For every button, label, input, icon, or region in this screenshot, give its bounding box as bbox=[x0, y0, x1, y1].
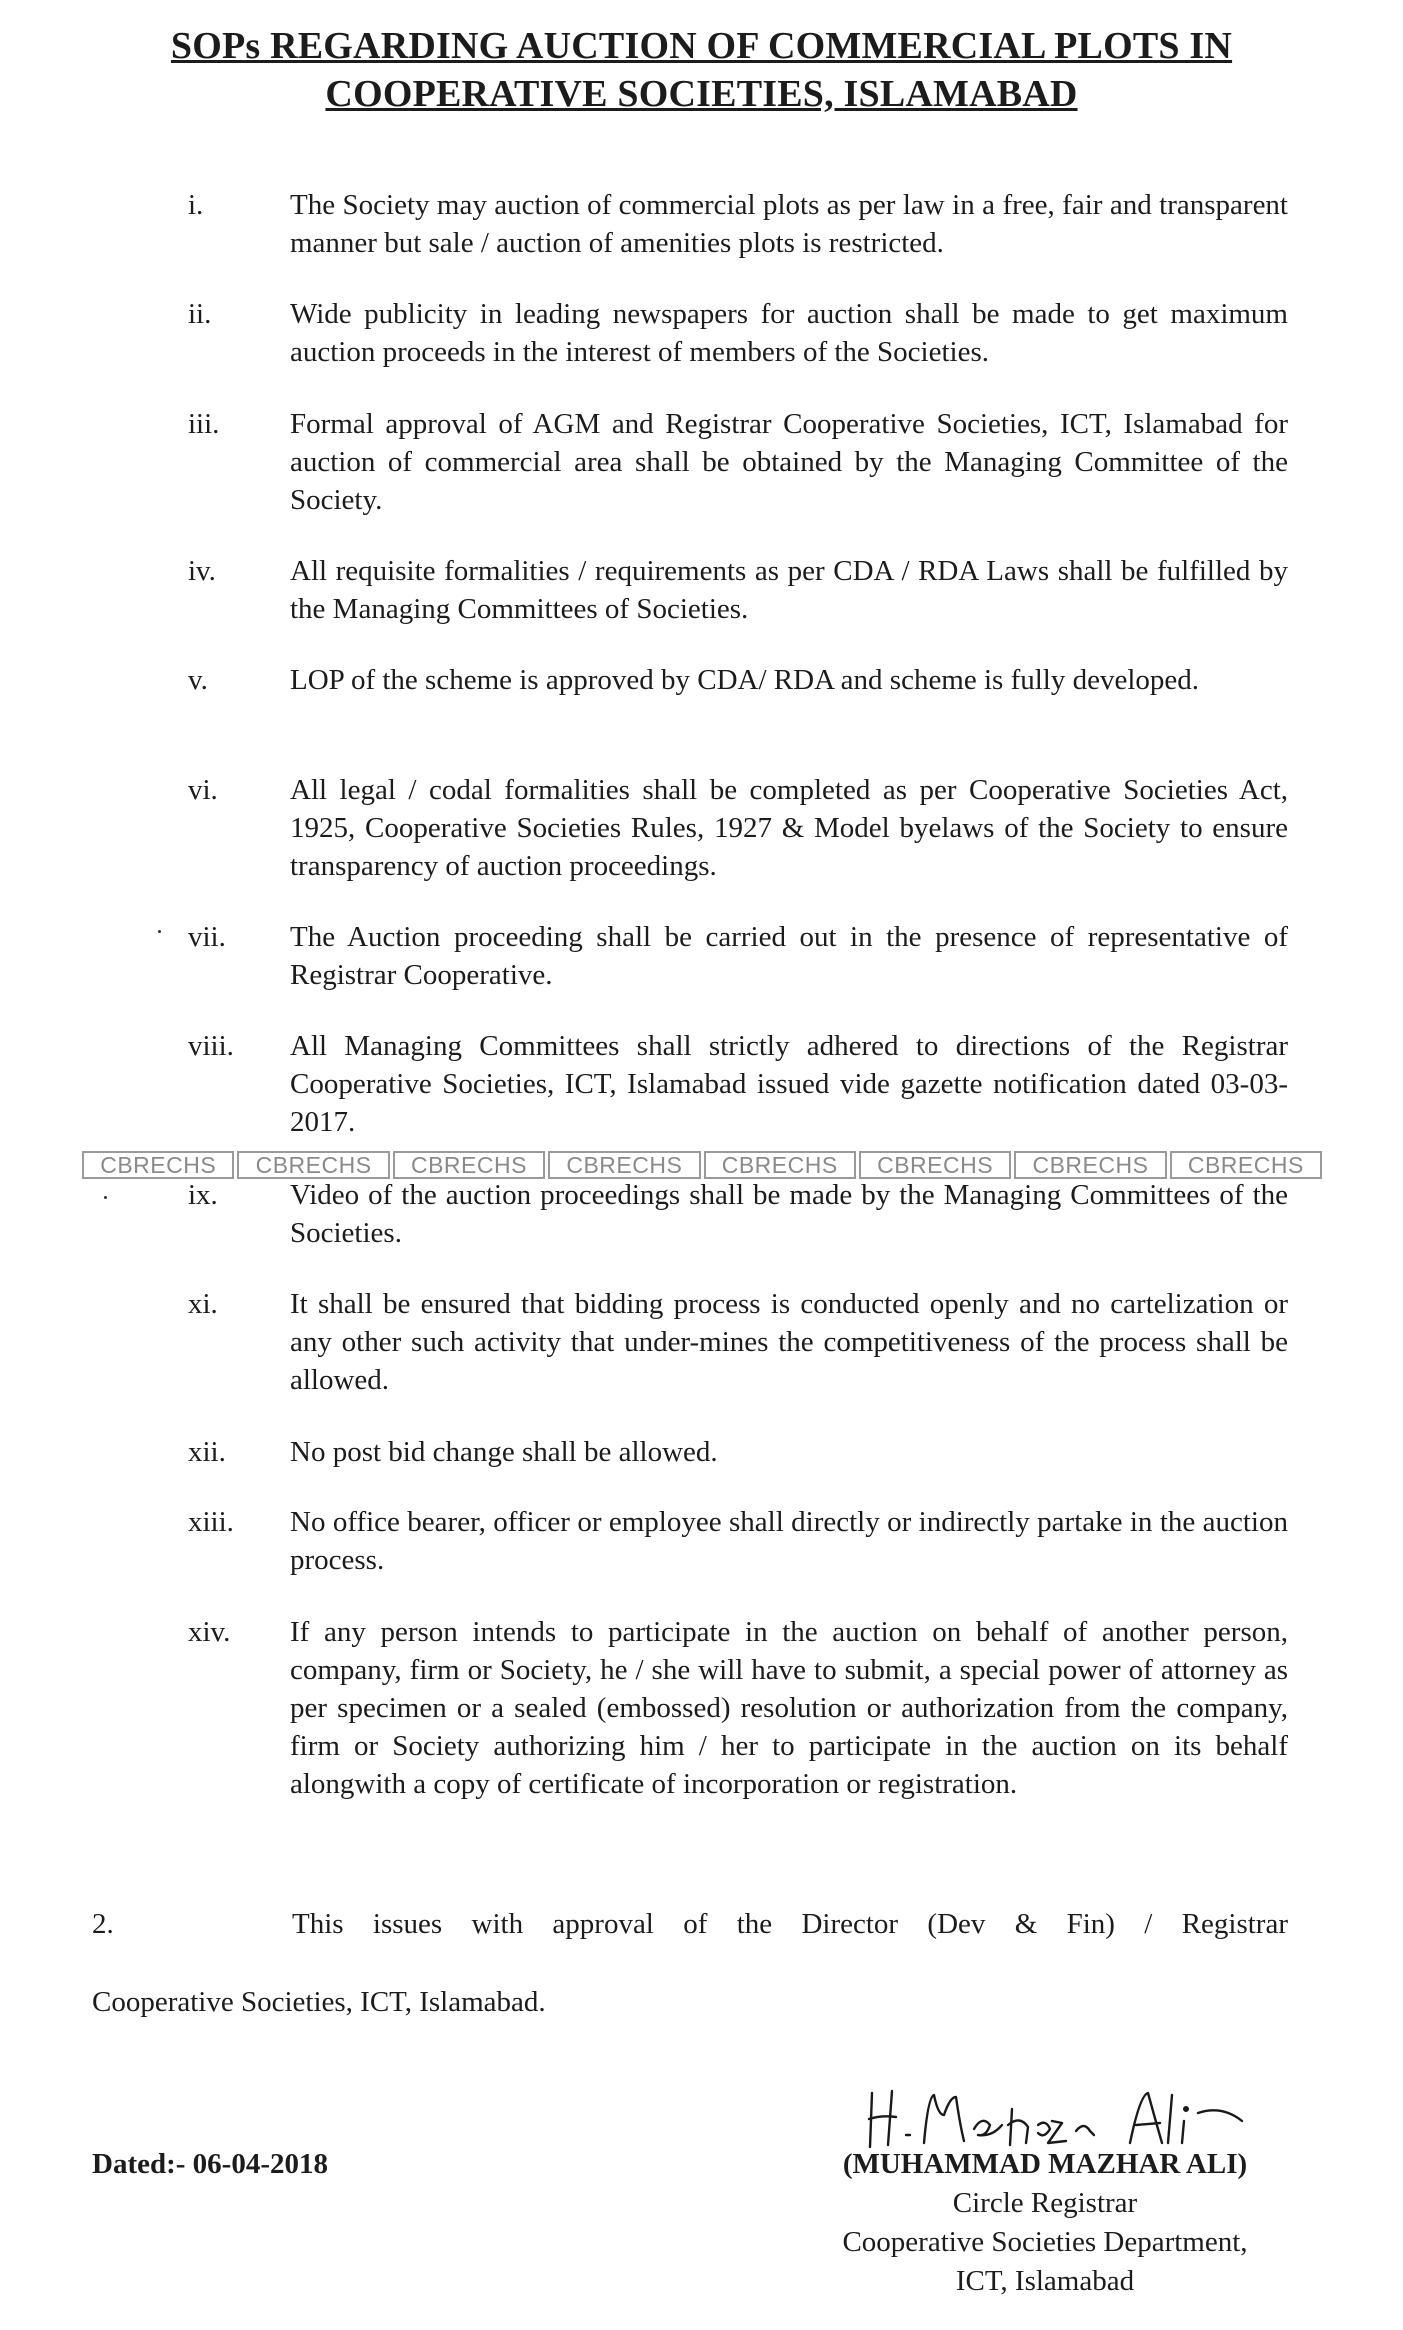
sop-item-number: ii. bbox=[188, 298, 212, 330]
sop-item-text: All legal / codal formalities shall be completed as per Cooperative Societies Act, 1925, Cooperative Societies Rules, 1927 & Model byelaws of the Society to ensure transparency of auction proceedings. bbox=[290, 774, 1288, 882]
sop-item-number: xi. bbox=[188, 1288, 218, 1320]
sop-item-number: xiii. bbox=[188, 1506, 234, 1538]
sop-item-text: Video of the auction proceedings shall be made by the Managing Committees of the Societies. bbox=[290, 1179, 1288, 1249]
document-date: Dated:- 06-04-2018 bbox=[92, 2148, 328, 2180]
sop-item-text: No office bearer, officer or employee shall directly or indirectly partake in the auction process. bbox=[290, 1506, 1288, 1576]
sop-item-text: If any person intends to participate in the auction on behalf of another person, company, firm or Society, he / she will have to submit, a special power of attorney as per specimen or a sealed (embossed) resolution or authorization from the company, firm or Society authorizing him / her to participate in the auction on its behalf alongwith a copy of certificate of incorporation or registration. bbox=[290, 1616, 1288, 1800]
watermark-label: CBRECHS bbox=[237, 1151, 389, 1179]
sop-item-text: The Auction proceeding shall be carried out in the presence of representative of Registrar Cooperative. bbox=[290, 921, 1288, 991]
sop-item-text: Wide publicity in leading newspapers for auction shall be made to get maximum auction proceeds in the interest of members of the Societies. bbox=[290, 298, 1288, 368]
watermark-label: CBRECHS bbox=[1170, 1151, 1322, 1179]
watermark-strip bbox=[82, 1151, 1322, 1179]
sop-item-number: viii. bbox=[188, 1030, 234, 1062]
watermark-label: CBRECHS bbox=[82, 1151, 234, 1179]
document-title-line-2: COOPERATIVE SOCIETIES, ISLAMABAD bbox=[325, 73, 1078, 115]
sop-item-number: vii. bbox=[188, 921, 226, 953]
paragraph-text-line-2: Cooperative Societies, ICT, Islamabad. bbox=[92, 1986, 546, 2018]
sop-item-text: LOP of the scheme is approved by CDA/ RDA and scheme is fully developed. bbox=[290, 664, 1200, 696]
paragraph-text-line-1: This issues with approval of the Director (Dev & Fin) / Registrar bbox=[292, 1908, 1288, 1940]
signatory-department: Cooperative Societies Department, bbox=[842, 2226, 1248, 2258]
watermark-label: CBRECHS bbox=[548, 1151, 700, 1179]
sop-item-number: iii. bbox=[188, 408, 220, 440]
sop-item-number: ix. bbox=[188, 1179, 218, 1211]
sop-item-number: xiv. bbox=[188, 1616, 231, 1648]
signatory-location: ICT, Islamabad bbox=[955, 2265, 1135, 2297]
watermark-label: CBRECHS bbox=[859, 1151, 1011, 1179]
sop-item-text: All requisite formalities / requirements as per CDA / RDA Laws shall be fulfilled by the Managing Committees of Societies. bbox=[290, 555, 1288, 625]
scan-speck bbox=[104, 1196, 107, 1199]
sop-item-number: vi. bbox=[188, 774, 218, 806]
sop-item-text: It shall be ensured that bidding process is conducted openly and no cartelization or any other such activity that under-mines the competitiveness of the process shall be allowed. bbox=[290, 1288, 1288, 1396]
sop-item-text: All Managing Committees shall strictly adhered to directions of the Registrar Cooperative Societies, ICT, Islamabad issued vide gazette notification dated 03-03-2017. bbox=[290, 1030, 1288, 1138]
sop-item-text: No post bid change shall be allowed. bbox=[290, 1436, 718, 1468]
sop-item-number: i. bbox=[188, 189, 204, 221]
signatory-name: (MUHAMMAD MAZHAR ALI) bbox=[842, 2148, 1248, 2180]
sop-item-number: v. bbox=[188, 664, 208, 696]
scan-speck bbox=[158, 930, 161, 933]
sop-item-number: iv. bbox=[188, 555, 216, 587]
sop-item-text: Formal approval of AGM and Registrar Cooperative Societies, ICT, Islamabad for auction of commercial area shall be obtained by the Managing Committee of the Society. bbox=[290, 408, 1288, 516]
sop-item-text: The Society may auction of commercial plots as per law in a free, fair and transparent manner but sale / auction of amenities plots is restricted. bbox=[290, 189, 1288, 259]
paragraph-number: 2. bbox=[92, 1908, 114, 1940]
watermark-label: CBRECHS bbox=[704, 1151, 856, 1179]
document-title-line-1: SOPs REGARDING AUCTION OF COMMERCIAL PLOTS IN bbox=[170, 25, 1233, 67]
watermark-label: CBRECHS bbox=[393, 1151, 545, 1179]
sop-item-number: xii. bbox=[188, 1436, 226, 1468]
watermark-label: CBRECHS bbox=[1014, 1151, 1166, 1179]
signatory-designation: Circle Registrar bbox=[952, 2187, 1138, 2219]
